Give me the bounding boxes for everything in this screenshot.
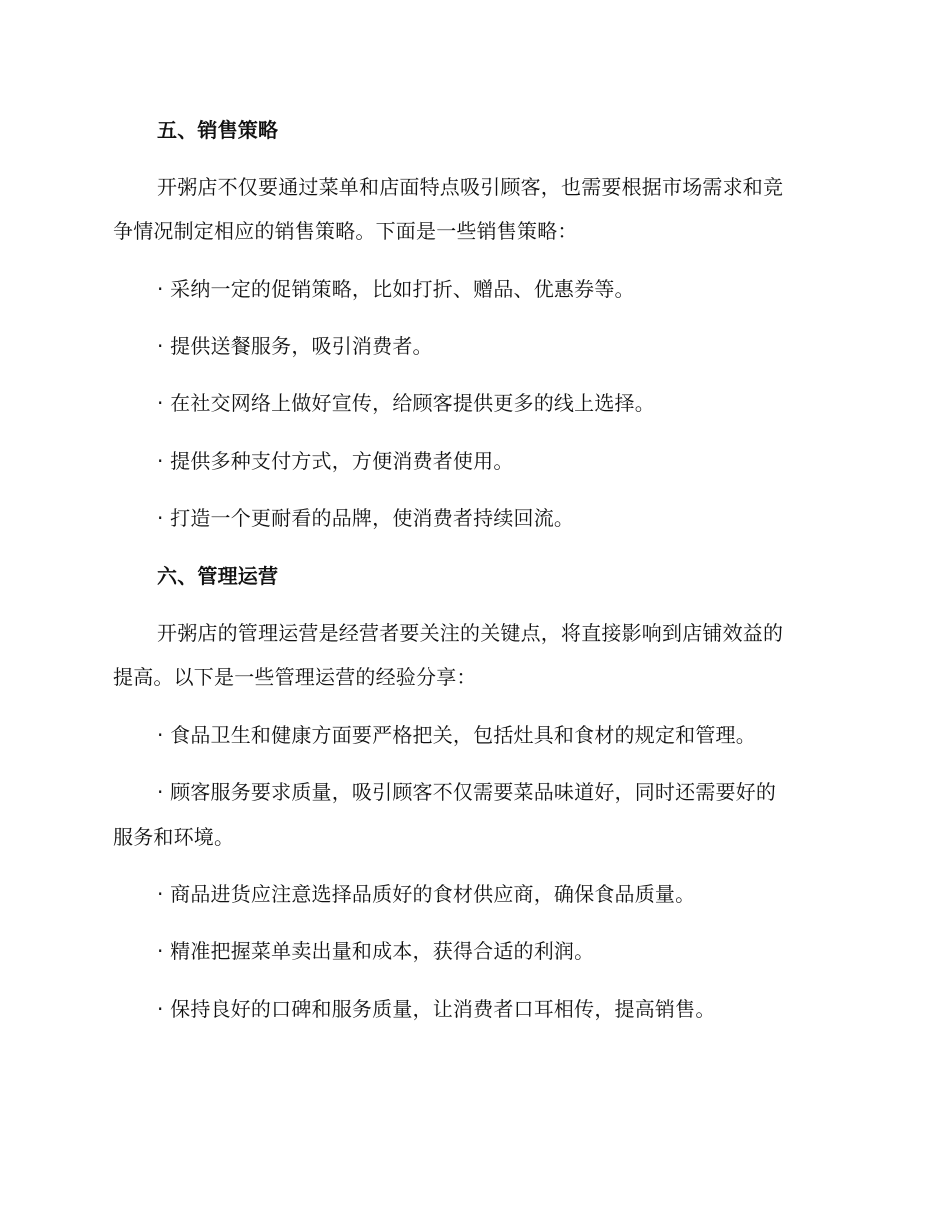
list-item: · 提供多种支付方式，方便消费者使用。 (157, 449, 514, 473)
list-item: · 在社交网络上做好宣传，给顾客提供更多的线上选择。 (157, 391, 655, 415)
paragraph-line: 争情况制定相应的销售策略。下面是一些销售策略： (113, 219, 578, 243)
paragraph-line: 开粥店的管理运营是经营者要关注的关键点，将直接影响到店铺效益的 (157, 621, 784, 645)
paragraph-line: 开粥店不仅要通过菜单和店面特点吸引顾客，也需要根据市场需求和竞 (157, 175, 784, 199)
list-item: · 采纳一定的促销策略，比如打折、赠品、优惠券等。 (157, 277, 635, 301)
list-item: · 商品进货应注意选择品质好的食材供应商，确保食品质量。 (157, 882, 696, 906)
list-item: · 保持良好的口碑和服务质量，让消费者口耳相传，提高销售。 (157, 997, 716, 1021)
list-item: · 打造一个更耐看的品牌，使消费者持续回流。 (157, 506, 575, 530)
section-heading-sales-strategy: 五、销售策略 (157, 118, 279, 142)
list-item: · 精准把握菜单卖出量和成本，获得合适的利润。 (157, 939, 595, 963)
list-item-continuation: 服务和环境。 (113, 825, 235, 849)
paragraph-line: 提高。以下是一些管理运营的经验分享： (113, 665, 477, 689)
section-heading-management-operation: 六、管理运营 (157, 564, 279, 588)
list-item: · 顾客服务要求质量，吸引顾客不仅需要菜品味道好，同时还需要好的 (157, 780, 777, 804)
list-item: · 食品卫生和健康方面要严格把关，包括灶具和食材的规定和管理。 (157, 723, 756, 747)
list-item: · 提供送餐服务，吸引消费者。 (157, 334, 433, 358)
